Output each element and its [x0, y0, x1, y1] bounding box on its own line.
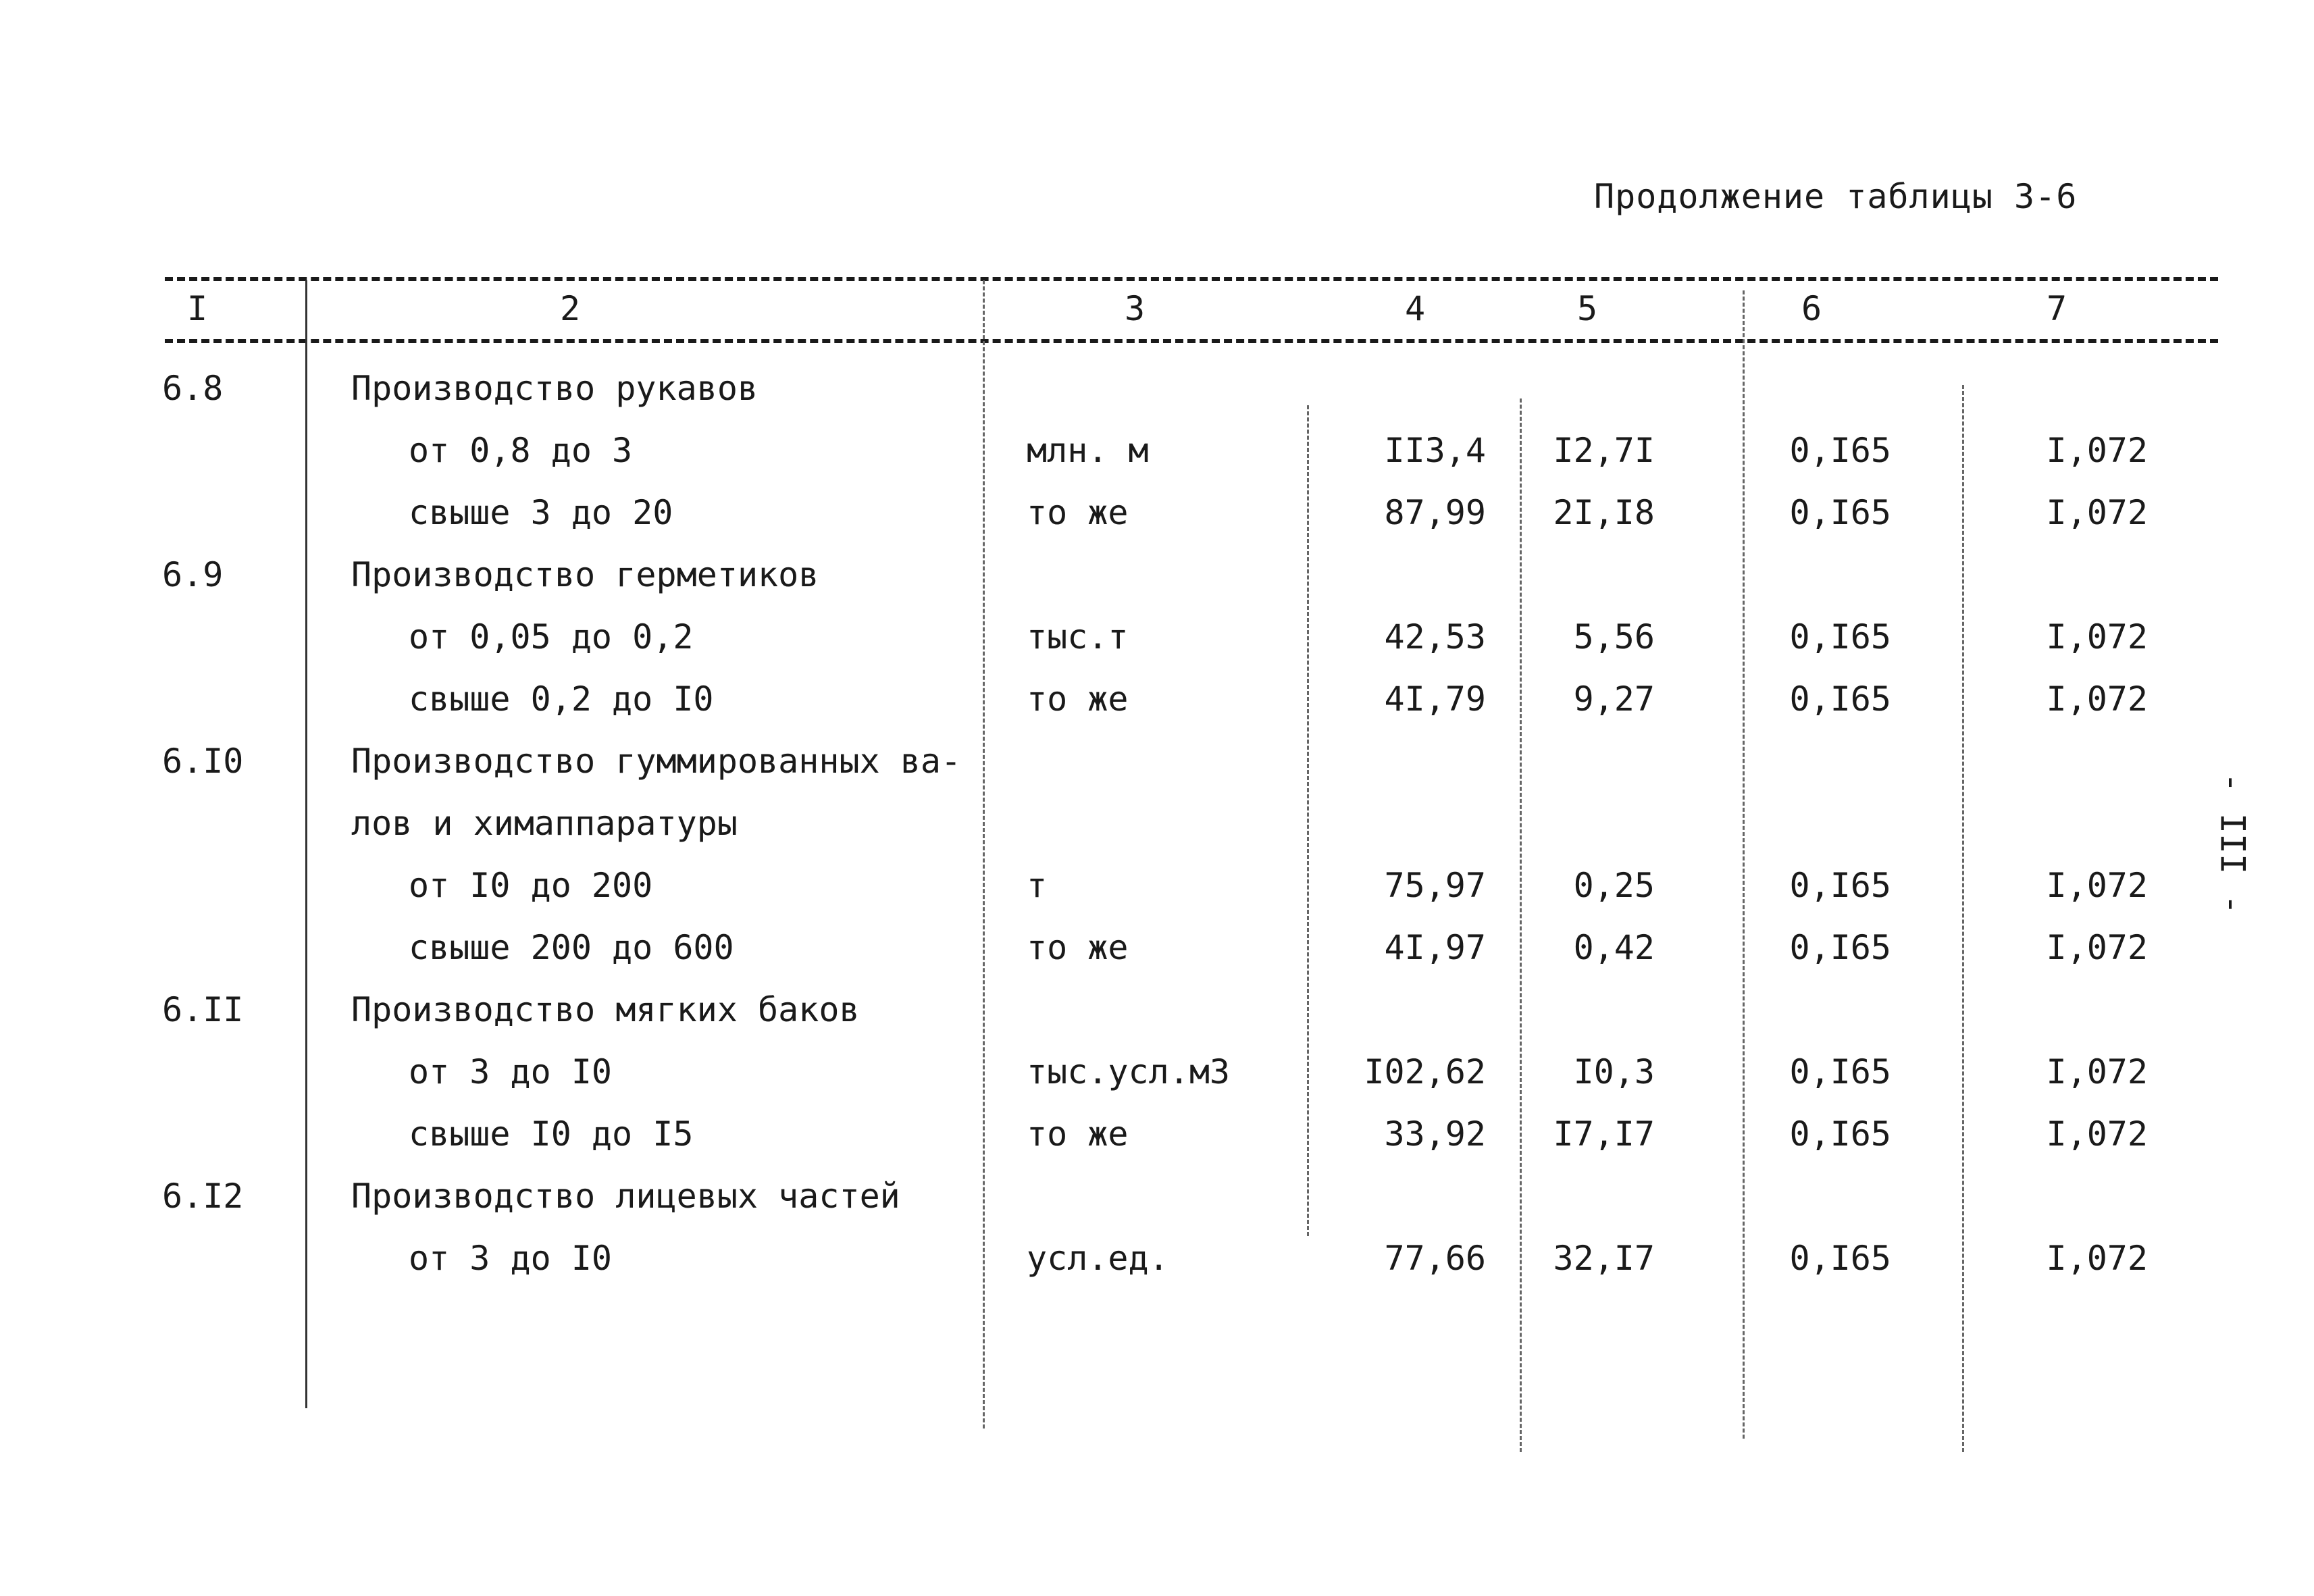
row-value-7: I,072: [2046, 928, 2148, 967]
row-value-7: I,072: [2046, 431, 2148, 470]
row-number: 6.II: [162, 990, 244, 1029]
column-header-1: I: [186, 289, 208, 328]
row-value-5: 0,25: [1573, 866, 1655, 905]
row-value-6: 0,I65: [1789, 928, 1891, 967]
row-name: Производство гуммированных ва-: [351, 742, 962, 781]
row-value-4: 33,92: [1384, 1114, 1486, 1154]
row-name: свыше I0 до I5: [409, 1114, 694, 1154]
row-value-5: I0,3: [1573, 1052, 1655, 1091]
row-value-6: 0,I65: [1789, 1114, 1891, 1154]
column-header-2: 2: [559, 289, 581, 328]
row-value-7: I,072: [2046, 617, 2148, 657]
row-value-6: 0,I65: [1789, 1052, 1891, 1091]
column-divider-3: [1307, 405, 1309, 1236]
row-name: лов и химаппаратуры: [351, 804, 738, 843]
row-value-5: 2I,I8: [1553, 493, 1655, 532]
row-value-7: I,072: [2046, 866, 2148, 905]
row-name: от 3 до I0: [409, 1239, 613, 1278]
row-value-7: I,072: [2046, 1052, 2148, 1091]
row-name: Производство рукавов: [351, 369, 759, 408]
row-name: от 0,05 до 0,2: [409, 617, 694, 657]
row-name: от 3 до I0: [409, 1052, 613, 1091]
header-bottom-rule: [165, 339, 2218, 343]
row-unit: тыс.усл.м3: [1027, 1052, 1231, 1091]
row-name: Производство герметиков: [351, 555, 819, 594]
row-name: от I0 до 200: [409, 866, 653, 905]
row-unit: то же: [1027, 493, 1129, 532]
row-number: 6.8: [162, 369, 224, 408]
row-value-5: 0,42: [1573, 928, 1655, 967]
row-unit: то же: [1027, 1114, 1129, 1154]
row-number: 6.9: [162, 555, 224, 594]
row-value-7: I,072: [2046, 679, 2148, 719]
row-name: Производство мягких баков: [351, 990, 860, 1029]
column-header-6: 6: [1801, 289, 1822, 328]
row-value-6: 0,I65: [1789, 679, 1891, 719]
row-value-6: 0,I65: [1789, 866, 1891, 905]
row-value-6: 0,I65: [1789, 431, 1891, 470]
row-value-4: 4I,79: [1384, 679, 1486, 719]
column-divider-2: [983, 280, 985, 1428]
row-value-4: 87,99: [1384, 493, 1486, 532]
row-value-5: I2,7I: [1553, 431, 1655, 470]
row-name: от 0,8 до 3: [409, 431, 633, 470]
row-value-4: 75,97: [1384, 866, 1486, 905]
row-value-4: I02,62: [1364, 1052, 1486, 1091]
row-value-5: I7,I7: [1553, 1114, 1655, 1154]
row-name: Производство лицевых частей: [351, 1177, 900, 1216]
column-header-3: 3: [1124, 289, 1146, 328]
row-value-4: 77,66: [1384, 1239, 1486, 1278]
row-value-5: 9,27: [1573, 679, 1655, 719]
row-name: свыше 0,2 до I0: [409, 679, 714, 719]
column-divider-1: [305, 280, 307, 1408]
page-number: - III -: [2213, 772, 2253, 915]
row-unit: то же: [1027, 679, 1129, 719]
column-divider-4: [1520, 398, 1522, 1452]
column-header-4: 4: [1404, 289, 1426, 328]
row-value-5: 5,56: [1573, 617, 1655, 657]
row-unit: тыс.т: [1027, 617, 1129, 657]
row-value-7: I,072: [2046, 1114, 2148, 1154]
row-name: свыше 200 до 600: [409, 928, 734, 967]
row-unit: млн. м: [1027, 431, 1149, 470]
row-value-4: 4I,97: [1384, 928, 1486, 967]
row-value-6: 0,I65: [1789, 617, 1891, 657]
row-unit: то же: [1027, 928, 1129, 967]
row-name: свыше 3 до 20: [409, 493, 673, 532]
row-number: 6.I0: [162, 742, 244, 781]
row-value-6: 0,I65: [1789, 493, 1891, 532]
column-header-5: 5: [1576, 289, 1598, 328]
row-value-7: I,072: [2046, 493, 2148, 532]
column-divider-6: [1962, 385, 1964, 1452]
row-unit: т: [1027, 866, 1048, 905]
row-unit: усл.ед.: [1027, 1239, 1169, 1278]
row-value-4: II3,4: [1384, 431, 1486, 470]
column-header-7: 7: [2046, 289, 2067, 328]
row-value-5: 32,I7: [1553, 1239, 1655, 1278]
row-value-4: 42,53: [1384, 617, 1486, 657]
table-top-rule: [165, 277, 2218, 281]
row-value-7: I,072: [2046, 1239, 2148, 1278]
row-value-6: 0,I65: [1789, 1239, 1891, 1278]
row-number: 6.I2: [162, 1177, 244, 1216]
table-caption: Продолжение таблицы 3-6: [1594, 177, 2078, 216]
